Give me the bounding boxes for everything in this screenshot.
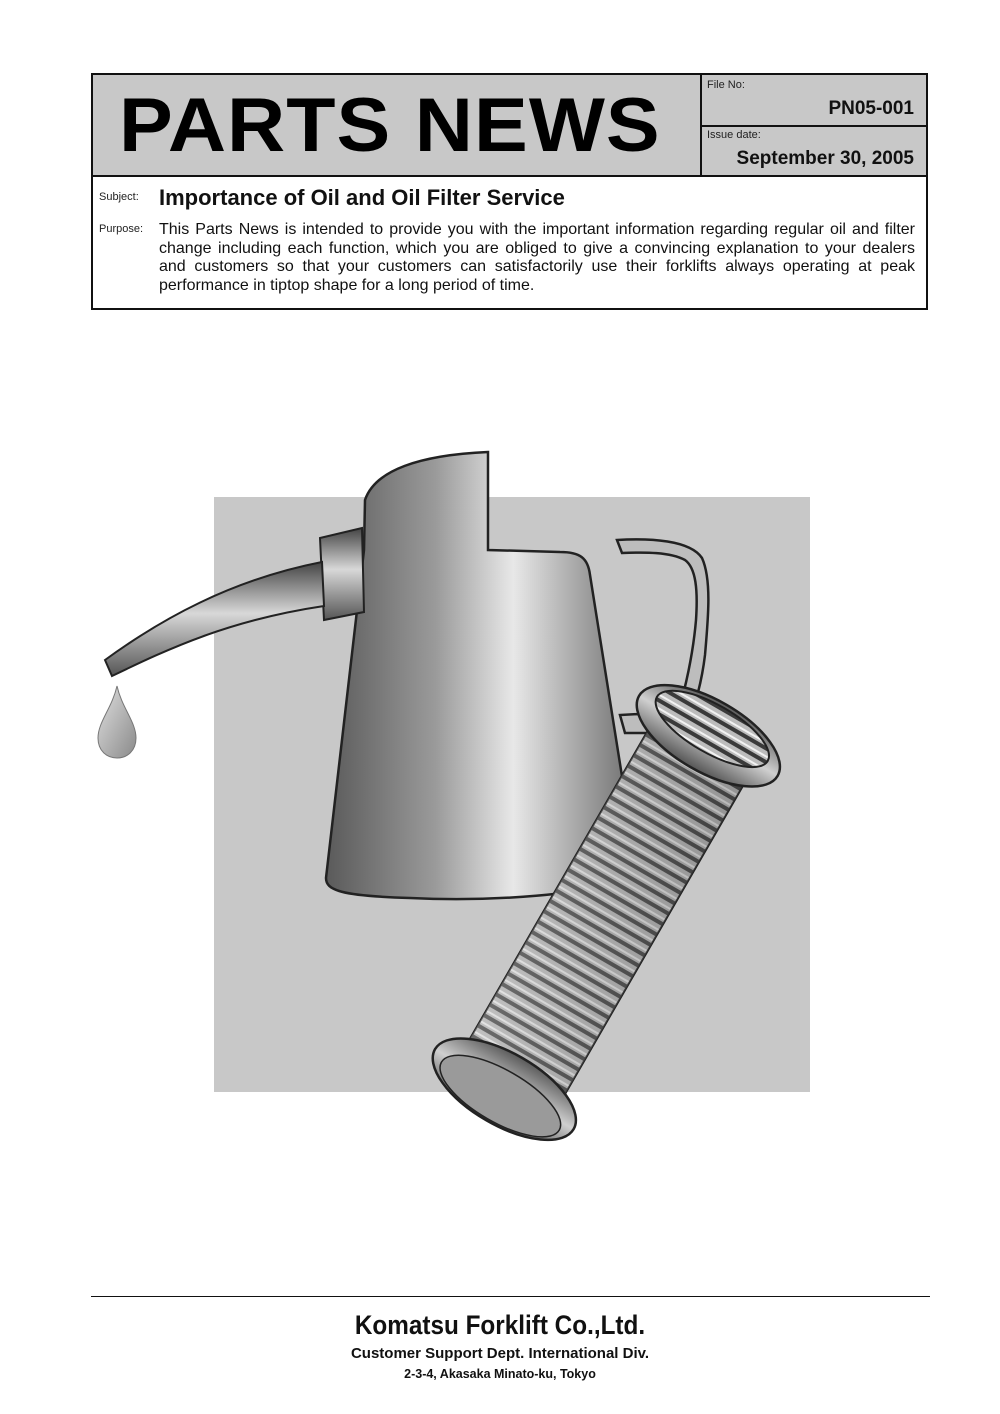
oil-drop-icon xyxy=(98,686,136,758)
title-band xyxy=(93,75,926,177)
issue-date-value: September 30, 2005 xyxy=(736,148,914,169)
meta-panel xyxy=(700,75,926,175)
subject-label: Subject: xyxy=(99,191,139,203)
department-name: Customer Support Dept. International Div. xyxy=(350,1345,650,1362)
footer-divider xyxy=(91,1296,930,1297)
file-no-value: PN05-001 xyxy=(828,98,914,119)
file-no-cell xyxy=(702,75,926,127)
purpose-label: Purpose: xyxy=(99,223,144,235)
company-name: Komatsu Forklift Co.,Ltd. xyxy=(354,1310,646,1340)
subject-text: Importance of Oil and Oil Filter Service xyxy=(159,185,565,210)
issue-date-cell xyxy=(702,125,926,175)
file-no-label: File No: xyxy=(707,79,745,91)
header-box xyxy=(91,73,928,310)
page-title: PARTS NEWS xyxy=(119,83,661,168)
company-address: 2-3-4, Akasaka Minato-ku, Tokyo xyxy=(404,1367,596,1381)
purpose-text: This Parts News is intended to provide you with the important information regarding regular oil and filter change including each function, which you are obliged to give a convincing explanation to your dealers and customers so that your customers can satisfactorily use their forklifts always operating at peak performance in tiptop shape for a long period of time. xyxy=(159,221,915,294)
illustration xyxy=(90,440,920,1160)
issue-date-label: Issue date: xyxy=(707,129,761,141)
